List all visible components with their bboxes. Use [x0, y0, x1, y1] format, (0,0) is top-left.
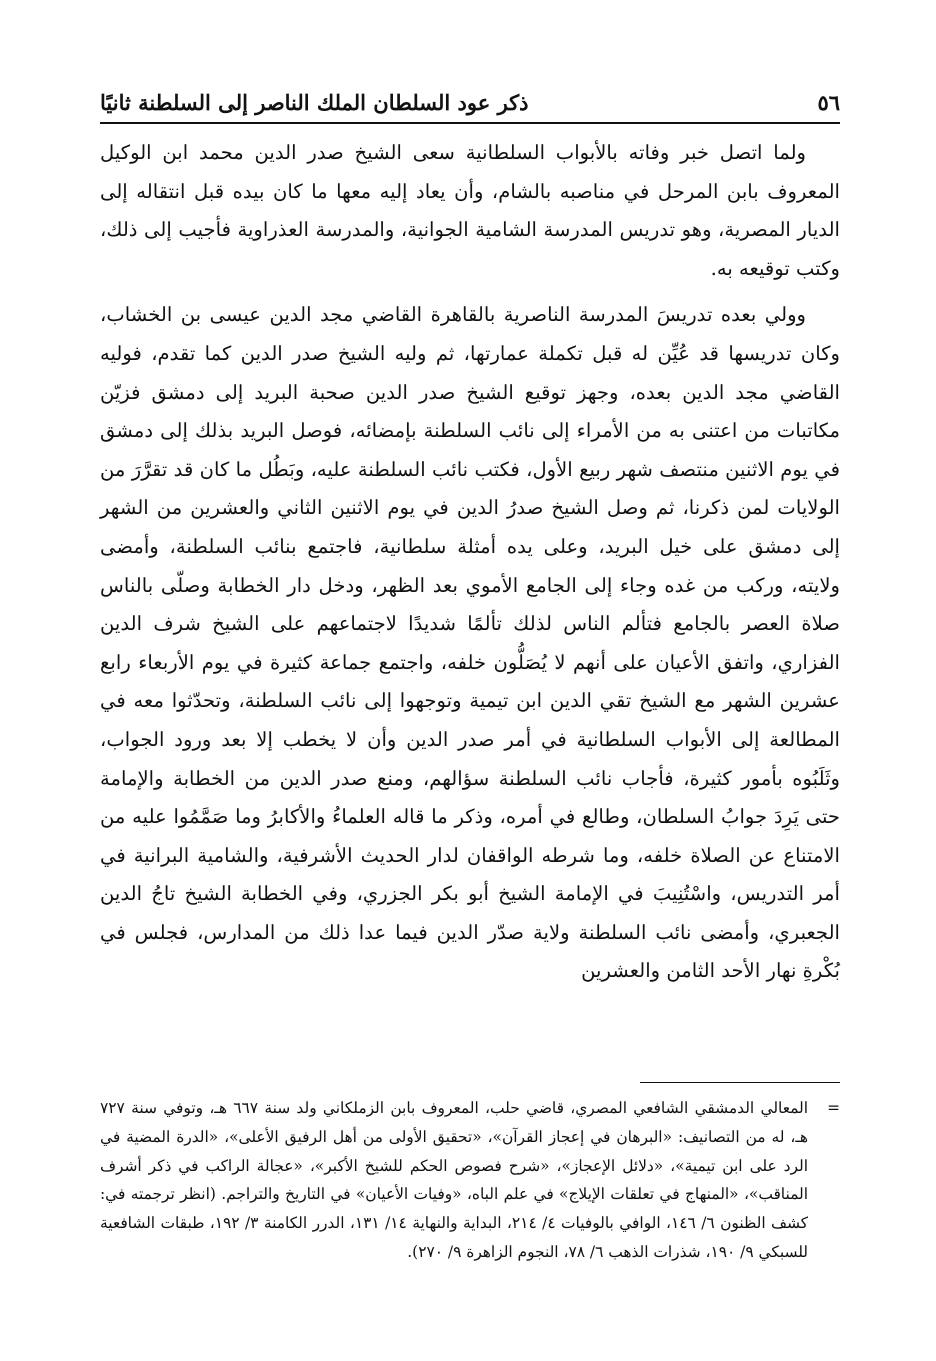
- paragraph: ولما اتصل خبر وفاته بالأبواب السلطانية سعى الشيخ صدر الدين محمد ابن الوكيل المعروف بابن المرحل في مناصبه بالشام، وأن يعاد إليه معها ما كان بيده قبل انتقاله إلى الديار المصرية، وهو تدريس المدرسة الشامية الجوانية، والمدرسة العذراوية فأجيب إلى ذلك، وكتب توقيعه به.: [100, 141, 840, 280]
- footnote-continuation-marker: =: [827, 1099, 840, 1117]
- header-rule: [100, 122, 840, 124]
- footnote-text: المعالي الدمشقي الشافعي المصري، قاضي حلب، المعروف بابن الزملكاني ولد سنة ٦٦٧ هـ، وتوفي سنة ٧٢٧ هـ، له من التصانيف: «البرهان في إعجاز القرآن»، «تحقيق الأولى من أهل الرفيق الأعلى»، «الدرة المضية في الرد على ابن تيمية»، «دلائل الإعجاز»، «شرح فصوص الحكم للشيخ الأكبر»، «عجالة الراكب في ذكر أشرف المناقب»، «المنهاج في تعلقات الإيلاج» في علم الباه، «وفيات الأعيان» في التاريخ والتراجم. (انظر ترجمته في: كشف الظنون ٦/ ١٤٦، الوافي بالوفيات ٤/ ٢١٤، البداية والنهاية ١٤/ ١٣١، الدرر الكامنة ٣/ ١٩٢، طبقات الشافعية للسبكي ٩/ ١٩٠، شذرات الذهب ٦/ ٧٨، النجوم الزاهرة ٩/ ٢٧٠).: [100, 1099, 809, 1261]
- footnote: [100, 1094, 840, 1267]
- paragraph: وولي بعده تدريسَ المدرسة الناصرية بالقاهرة القاضي مجد الدين عيسى بن الخشاب، وكان تدريسها قد عُيِّن له قبل تكملة عمارتها، ثم وليه الشيخ صدر الدين كما تقدم، فوليه القاضي مجد الدين بعده، وجهز توقيع الشيخ صدر الدين صحبة البريد إلى دمشق فزيّن مكاتبات من اعتنى به من الأمراء إلى نائب السلطنة بإمضائه، فوصل البريد بذلك إلى دمشق في يوم الاثنين منتصف شهر ربيع الأول، فكتب نائب السلطنة عليه، وبَطُل ما كان قد تقرَّرَ من الولايات لمن ذكرنا، ثم وصل الشيخ صدرُ الدين في يوم الاثنين الثاني والعشرين من الشهر إلى دمشق على خيل البريد، وعلى يده أمثلة سلطانية، فاجتمع بنائب السلطنة، وأمضى ولايته، وركب من غده وجاء إلى الجامع الأموي بعد الظهر، ودخل دار الخطابة وصلّى بالناس صلاة العصر بالجامع فتألم الناس لذلك تألمًا شديدًا لاجتماعهم على الشيخ شرف الدين الفزاري، واتفق الأعيان على أنهم لا يُصَلُّون خلفه، واجتمع جماعة كثيرة في يوم الأربعاء رابع عشرين الشهر مع الشيخ تقي الدين ابن تيمية وتوجهوا إلى نائب السلطنة، وتحدّثوا معه في المطالعة إلى الأبواب السلطانية في أمر صدر الدين وأن لا يخطب إلا بعد ورود الجواب، وثَلَبُوه بأمور كثيرة، فأجاب نائب السلطنة سؤالهم، ومنع صدر الدين من الخطابة والإمامة حتى يَرِدَ جوابُ السلطان، وطالع في أمره، وذكر ما قاله العلماءُ والأكابرُ وما صَمَّمُوا عليه من الامتناع عن الصلاة خلفه، وما شرطه الواقفان لدار الحديث الأشرفية، والشامية البرانية في أمر التدريس، واسْتُنِيبَ في الإمامة الشيخ أبو بكر الجزري، وفي الخطابة الشيخ تاجُ الدين الجعبري، وأمضى نائب السلطنة ولاية صدّر الدين فيما عدا ذلك من المدارس، فجلس في بُكْرةِ نهار الأحد الثامن والعشرين: [100, 303, 840, 983]
- main-text: [100, 134, 840, 991]
- footnote-separator: [640, 1082, 840, 1083]
- page-header: [100, 86, 840, 118]
- page-number: ٥٦: [817, 89, 840, 115]
- running-title: ذكر عود السلطان الملك الناصر إلى السلطنة ثانيًا: [100, 89, 529, 115]
